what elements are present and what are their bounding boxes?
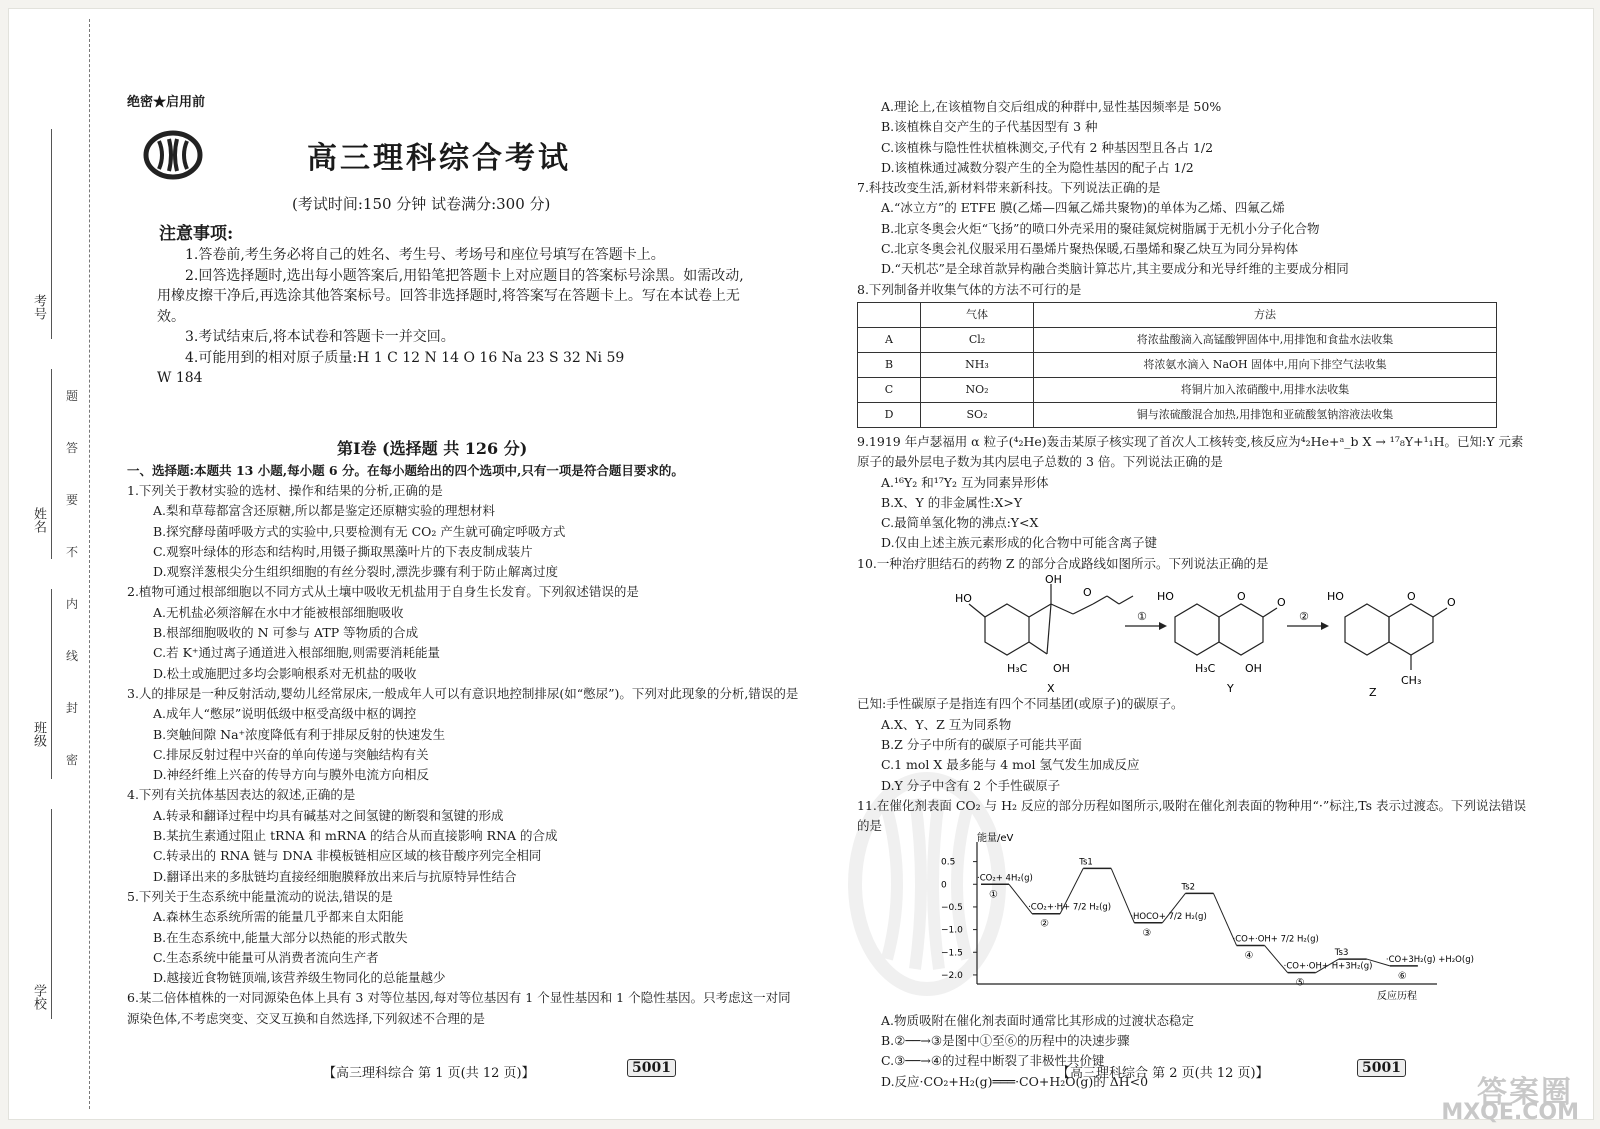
compound-z xyxy=(1345,604,1447,670)
table-cell: C xyxy=(858,377,921,402)
x-ho-label: HO xyxy=(955,592,972,606)
margin-label-class: 班级 xyxy=(31,721,46,747)
notice-list xyxy=(157,245,757,389)
question-option: A.无机盐必须溶解在水中才能被根部细胞吸收 xyxy=(153,604,404,620)
energy-level-label: ·CO₂+ 4H₂(g) xyxy=(977,873,1033,884)
exam-code-2: 5001 xyxy=(1357,1059,1406,1077)
question-option: C.观察叶绿体的形态和结构时,用镊子撕取黑藻叶片的下表皮制成装片 xyxy=(153,543,533,559)
notice-item-tail: W 184 xyxy=(157,370,203,386)
arrow-head xyxy=(1321,622,1329,630)
x-axis-label: 反应历程 xyxy=(1377,991,1417,1003)
table-cell: SO₂ xyxy=(921,402,1034,427)
seal-char: 题 xyxy=(66,389,79,403)
energy-level-id: ⑤ xyxy=(1295,978,1305,990)
z-o2-label: O xyxy=(1447,596,1456,610)
question-option: B.根部细胞吸收的 N 可参与 ATP 等物质的合成 xyxy=(153,625,419,641)
question-option: A.物质吸附在催化剂表面时通常比其形成的过渡状态稳定 xyxy=(881,1012,1195,1028)
margin-label-school: 学校 xyxy=(31,984,46,1010)
table-cell: NH₃ xyxy=(921,352,1034,377)
question-option: A.X、Y、Z 互为同系物 xyxy=(881,716,1012,732)
energy-level-id: ⑥ xyxy=(1397,971,1407,983)
publisher-logo xyxy=(143,129,203,181)
table-cell: 将浓盐酸滴入高锰酸钾固体中,用排饱和食盐水法收集 xyxy=(1034,327,1497,352)
question-option: B.在生态系统中,能量大部分以热能的形式散失 xyxy=(153,929,408,945)
question-stem: 9.1919 年卢瑟福用 α 粒子(⁴₂He)轰击某原子核实现了首次人工核转变,核反应为⁴₂He+ᵃ_b X → ¹⁷₈Y+¹₁H。已知:Y 元素原子的最外层电子数为其内层电子总数的 3 倍。下列说法正确的是 xyxy=(857,433,1524,470)
notice-item: 2.回答选择题时,选出每小题答案后,用铅笔把答题卡上对应题目的答案标号涂黑。如需改动,用橡皮擦干净后,再选涂其他答案标号。回答非选择题时,将答案写在答题卡上。写在本试卷上无效。 xyxy=(157,267,744,325)
y-axis-label: 能量/eV xyxy=(977,833,1014,845)
y-ho-label: HO xyxy=(1157,590,1174,604)
energy-level-label: Ts3 xyxy=(1334,948,1349,959)
exam-spread xyxy=(8,8,1594,1125)
question-option: A.成年人“憋尿”说明低级中枢受高级中枢的调控 xyxy=(153,706,417,722)
seal-char: 内 xyxy=(66,597,79,611)
fill-line xyxy=(51,129,52,339)
x-oh-label: OH xyxy=(1045,573,1062,587)
y-h3c-label: H₃C xyxy=(1195,662,1216,676)
energy-level-id: ② xyxy=(1040,919,1050,931)
y-o-label: O xyxy=(1237,590,1246,604)
seal-char: 密 xyxy=(66,753,79,767)
energy-level-id: ④ xyxy=(1244,950,1254,962)
fill-line xyxy=(51,589,52,779)
energy-level-label: Ts2 xyxy=(1181,882,1196,893)
seal-line xyxy=(89,19,90,1109)
seal-char: 不 xyxy=(66,545,79,559)
table-row xyxy=(858,377,1497,402)
site-watermark-url: MXQE.COM xyxy=(1441,1100,1579,1125)
page-footer-1: 【高三理科综合 第 1 页(共 12 页)】 xyxy=(323,1066,535,1081)
binding-margin xyxy=(9,9,105,1119)
margin-label-name: 姓名 xyxy=(31,507,46,533)
table-header: 方法 xyxy=(1034,302,1497,327)
arrow-head xyxy=(1159,622,1167,630)
y-tick-label: 0 xyxy=(941,880,947,891)
question-option: A.¹⁶Y₂ 和¹⁷Y₂ 互为同素异形体 xyxy=(881,474,1049,490)
question-stem: 10.一种治疗胆结石的药物 Z 的部分合成路线如图所示。下列说法正确的是 xyxy=(857,555,1269,571)
question-option: A.理论上,在该植物自交后组成的种群中,显性基因频率是 50% xyxy=(881,99,1222,114)
label-y: Y xyxy=(1227,682,1234,696)
notice-heading: 注意事项: xyxy=(159,224,234,244)
notice-item: 3.考试结束后,将本试卷和答题卡一并交回。 xyxy=(185,329,455,345)
question-option: D.松土或施肥过多均会影响根系对无机盐的吸收 xyxy=(153,665,417,681)
exam-code-1: 5001 xyxy=(627,1059,676,1077)
z-ch3-label: CH₃ xyxy=(1401,674,1422,688)
y-tick-label: −1.0 xyxy=(941,926,963,937)
energy-level-label: ·CO₂+·H+ 7/2 H₂(g) xyxy=(1028,903,1112,914)
table-cell: 铜与浓硫酸混合加热,用排饱和亚硫酸氢钠溶液法收集 xyxy=(1034,402,1497,427)
question-stem: 6.某二倍体植株的一对同源染色体上具有 3 对等位基因,每对等位基因有 1 个显性基因和 1 个隐性基因。只考虑这一对同源染色体,不考虑突变、交叉互换和自然选择,下列叙述不合理的是 xyxy=(127,990,791,1026)
exam-title: 高三理科综合考试 xyxy=(307,141,571,176)
site-watermark: 答案圈 xyxy=(1477,1075,1573,1110)
z-ho-label: HO xyxy=(1327,590,1344,604)
exam-subtitle: (考试时间:150 分钟 试卷满分:300 分) xyxy=(292,195,551,213)
question-option: C.生态系统中能量可从消费者流向生产者 xyxy=(153,949,379,965)
energy-level-label: ·CO+·OH+ H+3H₂(g) xyxy=(1283,962,1373,973)
section-title: 第Ⅰ卷 (选择题 共 126 分) xyxy=(337,439,528,458)
notice-item: 1.答卷前,考生务必将自己的姓名、考生号、考场号和座位号填写在答题卡上。 xyxy=(185,247,665,263)
table-header: 气体 xyxy=(921,302,1034,327)
energy-level-label: ·CO+3H₂(g) +H₂O(g) xyxy=(1385,955,1474,966)
question-option: C.最简单氢化物的沸点:Y<X xyxy=(881,515,1039,531)
question-option: B.②──→③是图中①至⑥的历程中的决速步骤 xyxy=(881,1033,1130,1049)
question-option: B.该植株自交产生的子代基因型有 3 种 xyxy=(881,119,1098,135)
fill-line xyxy=(51,369,52,559)
label-z: Z xyxy=(1369,686,1377,700)
x-o-label: O xyxy=(1083,586,1092,600)
question-option: B.某抗生素通过阻止 tRNA 和 mRNA 的结合从而直接影响 RNA 的合成 xyxy=(153,828,558,844)
seal-char: 线 xyxy=(66,649,79,663)
secret-label: 绝密★启用前 xyxy=(127,95,206,110)
question-option: D.“天机芯”是全球首款异构融合类脑计算芯片,其主要成分和光导纤维的主要成分相同 xyxy=(881,261,1349,277)
step-2-label: ② xyxy=(1299,610,1309,624)
question-option: A.“冰立方”的 ETFE 膜(乙烯—四氟乙烯共聚物)的单体为乙烯、四氟乙烯 xyxy=(881,200,1285,216)
x-h3c-label: H₃C xyxy=(1007,662,1028,676)
energy-level-id: ① xyxy=(989,889,998,901)
question-stem: 8.下列制备并收集气体的方法不可行的是 xyxy=(857,281,1082,297)
question-option: A.转录和翻译过程中均具有碱基对之间氢键的断裂和氢键的形成 xyxy=(153,807,504,823)
compound-y xyxy=(1175,604,1277,655)
question-option: D.观察洋葱根尖分生组织细胞的有丝分裂时,漂洗步骤有利于防止解离过度 xyxy=(153,564,559,580)
seal-char: 封 xyxy=(66,701,79,715)
y-tick-label: −1.5 xyxy=(941,948,963,959)
question-stem: 7.科技改变生活,新材料带来新科技。下列说法正确的是 xyxy=(857,180,1161,196)
question-option: C.转录出的 RNA 链与 DNA 非模板链相应区域的核苷酸序列完全相同 xyxy=(153,848,542,864)
question-option: D.翻译出来的多肽链均直接经细胞膜释放出来后与抗原特异性结合 xyxy=(153,868,517,884)
question-option: A.梨和草莓都富含还原糖,所以都是鉴定还原糖实验的理想材料 xyxy=(153,503,495,519)
question-note: 已知:手性碳原子是指连有四个不同基团(或原子)的碳原子。 xyxy=(857,696,1184,712)
table-header-row xyxy=(858,302,1497,327)
table-row xyxy=(858,352,1497,377)
question-option: C.排尿反射过程中兴奋的单向传递与突触结构有关 xyxy=(153,746,429,762)
table-cell: B xyxy=(858,352,921,377)
table-cell: Cl₂ xyxy=(921,327,1034,352)
seal-char: 要 xyxy=(66,493,79,507)
question-option: B.探究酵母菌呼吸方式的实验中,只要检测有无 CO₂ 产生就可确定呼吸方式 xyxy=(153,523,566,539)
question-list-right xyxy=(857,97,1533,1092)
question-option: D.仅由上述主族元素形成的化合物中可能含离子键 xyxy=(881,535,1158,551)
gas-table xyxy=(857,302,1497,428)
fill-line xyxy=(51,809,52,1019)
notice-item: 4.可能用到的相对原子质量:H 1 C 12 N 14 O 16 Na 23 S 32 Ni 59 xyxy=(185,349,625,366)
synthesis-route-diagram xyxy=(857,573,1517,700)
question-option: C.1 mol X 最多能与 4 mol 氢气发生加成反应 xyxy=(881,757,1140,773)
question-stem: 1.下列关于教材实验的选材、操作和结果的分析,正确的是 xyxy=(127,483,443,498)
section-description: 一、选择题:本题共 13 小题,每小题 6 分。在每小题给出的四个选项中,只有一项是符合题目要求的。 xyxy=(127,463,684,478)
table-cell: 将浓氨水滴入 NaOH 固体中,用向下排空气法收集 xyxy=(1034,352,1497,377)
energy-level-label: ·CO+·OH+ 7/2 H₂(g) xyxy=(1232,934,1319,945)
table-cell: A xyxy=(858,327,921,352)
energy-level-id: ③ xyxy=(1142,928,1152,940)
table-cell: D xyxy=(858,402,921,427)
question-option: C.③──→④的过程中断裂了非极性共价键 xyxy=(881,1053,1105,1069)
compound-x xyxy=(969,584,1133,655)
question-option: B.北京冬奥会火炬“飞扬”的喷口外壳采用的聚硅氮烷树脂属于无机小分子化合物 xyxy=(881,220,1320,236)
page-footer-2: 【高三理科综合 第 2 页(共 12 页)】 xyxy=(1057,1066,1269,1081)
question-option: B.突触间隙 Na⁺浓度降低有利于排尿反射的快速发生 xyxy=(153,726,446,742)
energy-level-label: ·HOCO+ 7/2 H₂(g) xyxy=(1130,912,1207,923)
question-option: D.该植株通过减数分裂产生的全为隐性基因的配子占 1/2 xyxy=(881,159,1194,175)
x-oh2-label: OH xyxy=(1053,662,1070,676)
question-option: C.该植株与隐性性状植株测交,子代有 2 种基因型且各占 1/2 xyxy=(881,139,1214,155)
y-o2-label: O xyxy=(1277,596,1286,610)
y-oh-label: OH xyxy=(1245,662,1262,676)
question-stem: 2.植物可通过根部细胞以不同方式从土壤中吸收无机盐用于自身生长发育。下列叙述错误的是 xyxy=(127,584,639,600)
table-cell: NO₂ xyxy=(921,377,1034,402)
question-option: D.越接近食物链顶端,该营养级生物同化的总能量越少 xyxy=(153,970,446,986)
question-option: D.反应·CO₂+H₂(g)═══·CO+H₂O(g)的 ΔH<0 xyxy=(881,1073,1149,1089)
question-option: B.X、Y 的非金属性:X>Y xyxy=(881,494,1023,510)
y-tick-label: −0.5 xyxy=(941,903,963,914)
question-stem: 5.下列关于生态系统中能量流动的说法,错误的是 xyxy=(127,888,393,904)
seal-char: 答 xyxy=(66,441,79,455)
step-1-label: ① xyxy=(1137,610,1147,624)
question-option: D.Y 分子中含有 2 个手性碳原子 xyxy=(881,777,1061,793)
question-option: C.北京冬奥会礼仪服采用石墨烯片聚热保暖,石墨烯和聚乙炔互为同分异构体 xyxy=(881,241,1299,257)
question-option: B.Z 分子中所有的碳原子可能共平面 xyxy=(881,736,1082,752)
table-cell: 将铜片加入浓硝酸中,用排水法收集 xyxy=(1034,377,1497,402)
question-option: D.神经纤维上兴奋的传导方向与膜外电流方向相反 xyxy=(153,767,430,783)
question-option: A.森林生态系统所需的能量几乎都来自太阳能 xyxy=(153,909,404,925)
question-stem: 4.下列有关抗体基因表达的叙述,正确的是 xyxy=(127,787,356,803)
energy-diagram xyxy=(937,833,1474,1004)
question-list-left xyxy=(127,481,799,1029)
y-tick-label: −2.0 xyxy=(941,971,963,982)
question-stem: 11.在催化剂表面 CO₂ 与 H₂ 反应的部分历程如图所示,吸附在催化剂表面的物种用“·”标注,Ts 表示过渡态。下列说法错误的是 xyxy=(857,797,1527,834)
energy-level-label: Ts1 xyxy=(1079,857,1093,868)
question-stem: 3.人的排尿是一种反射活动,婴幼儿经常尿床,一般成年人可以有意识地控制排尿(如“憋尿”)。下列对此现象的分析,错误的是 xyxy=(127,685,799,701)
label-x: X xyxy=(1047,682,1055,696)
table-row xyxy=(858,402,1497,427)
table-header xyxy=(858,302,921,327)
y-tick-label: 0.5 xyxy=(941,858,956,869)
question-option: C.若 K⁺通过离子通道进入根部细胞,则需要消耗能量 xyxy=(153,645,440,661)
table-row xyxy=(858,327,1497,352)
margin-label-exam-no: 考号 xyxy=(31,294,46,320)
z-o-label: O xyxy=(1407,590,1416,604)
